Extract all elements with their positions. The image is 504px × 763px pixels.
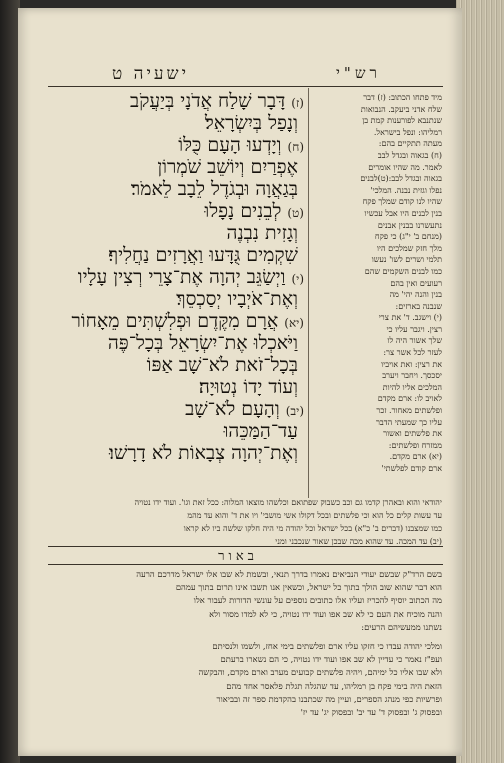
rashi-line: רמליהו: ונפל בישראל. (373, 127, 442, 137)
rashi-line: רצין. ויגבר עליו כי (386, 324, 442, 334)
biur-line: נשתנו ממעשיהם הרעים: (361, 621, 442, 632)
verse-text: לְבֵנִים נָפָלוּ (204, 200, 282, 222)
rashi-line: בנין והנה יהי' מה (389, 290, 442, 300)
verse-text: וְאֶת־אֹיְבָיו יְסַכְסֵךְ׃ (176, 288, 298, 310)
rashi-line: בנין לבנים היו אבל עכשיו (364, 208, 442, 218)
verse-text: וְנָפַל בְּיִשְׂרָאֵל׃ (204, 112, 298, 134)
verse-text: וְהָעָם לֹא־שָׁב (185, 398, 280, 420)
rashi-line: את פלשתים ואשור (383, 429, 442, 439)
verse-column (54, 90, 304, 464)
footnote-line: עד עשות קלים כל הוא וכי פלשתים ובכל דקולו אשי מושבי' ויו את ד' והוא עד מהמ (187, 511, 442, 520)
verse-text: שִׁקְמִים גֻּדָּעוּ וַאֲרָזִים נַחֲלִיף׃ (108, 244, 298, 266)
footnote-block (50, 496, 442, 548)
biur-line: ועפ"ז נאמר כי עדיין לא שב אפו ועוד ידו נטויה, כי הם נשארו ברעתם (220, 654, 442, 665)
verse-text: וְגָזִית נִבְנֶה (226, 222, 298, 244)
verse-line (54, 90, 304, 112)
biur-line: מה הכתוב יוסיף להכריז ועליו אלו כתובים נוספים על עונשי הדורות לעבור אלו (193, 595, 442, 606)
section-rule-top (48, 546, 443, 547)
verse-line (54, 156, 304, 178)
rashi-line: שלח אדני ביעקב. הנבואות (360, 104, 442, 114)
verse-line (54, 222, 304, 244)
verse-line (54, 332, 304, 354)
verse-line (54, 420, 304, 442)
verse-line (54, 376, 304, 398)
rashi-line: ארם קודם לפלשתי' (381, 464, 442, 473)
biur-commentary (50, 568, 442, 719)
biur-line: ופרשיות כפי מנהג הספרים, ועיין מה שכתבנו בהקדמת ספר זה ובביאור (216, 693, 442, 704)
section-rule-bottom (48, 564, 443, 565)
book-chapter-header: ישעיה ט (112, 64, 190, 84)
rashi-line: יסכסך. ויחבר ויערב (382, 371, 442, 381)
rashi-line: את רצין: ואת אויביו (381, 359, 442, 369)
verse-line (54, 442, 304, 464)
book-gutter-shadow (0, 0, 20, 763)
rashi-line: מיד פתחו הכתוב: (ז) דבר (363, 93, 442, 102)
rashi-line: ופלשתים מאחור. זכר (376, 406, 442, 416)
rashi-line: נתעשרנו בבנין אבנים (377, 220, 442, 230)
verse-number: (ח) (287, 140, 304, 154)
verse-text: עַד־הַמַּכֵּהוּ (223, 420, 298, 442)
column-divider (308, 88, 309, 498)
verse-line (54, 288, 304, 310)
verse-line (54, 398, 304, 420)
rashi-line: (יא) ארם מקדם. (389, 452, 442, 462)
book-page (18, 8, 462, 756)
biur-line: ומלכי יהודה עבדו כי חזקו עליו ארם ופלשתים בימי אחז, ולשמו ולנסיתם (212, 640, 442, 651)
rashi-line: לעזר לכל אשר צר: (383, 348, 442, 358)
rashi-line: (י) וישגב. ד' את צרי (378, 313, 442, 323)
verse-line (54, 134, 304, 156)
verse-line (54, 266, 304, 288)
verse-text: בְּגַאֲוָה וּבְגֹדֶל לֵבָב לֵאמֹר׃ (130, 178, 298, 200)
verse-line (54, 310, 304, 332)
verse-number: (יב) (285, 404, 304, 418)
footnote-line: (יב) עד המכה. עד שהוא מכה שבכן שאור שנכבני ומני (275, 537, 442, 546)
biur-line: והנה מוכיח את העם כי לא שב אפו ועוד ידו נטויה, כי לא למדו מסור ולא (209, 608, 442, 619)
page-edges (456, 0, 504, 763)
biur-section-title: באור (218, 549, 258, 564)
footnote-line: יהודאי והוא ובאהרן קדמו גם וכב כשבוק שפתואם וכלשהו מוצאו המלוה: ככל זאת וגו'. ועוד ידו נטויה (134, 498, 442, 507)
rashi-line: שהיו לנו קודם שמלך פקח (362, 197, 442, 207)
verse-line (54, 200, 304, 222)
rashi-line: ממזרח ופלשתים: (388, 440, 442, 450)
verse-number: (י) (291, 272, 304, 286)
verse-text: וְאֶת־יְהוָה צְבָאוֹת לֹא דָרָשׁוּ׃ (109, 442, 298, 464)
rashi-line: לאויב לו: ארם מקדם (377, 394, 442, 404)
verse-text: אֲרָם מִקֶּדֶם וּפְלִשְׁתִּים מֵאָחוֹר (71, 310, 279, 332)
rashi-line: עליו כך שמעתי הדבר (375, 417, 442, 427)
biur-line: ולא שבו אליו כל ימיהם, ויהיה פלשתים קבועים מערב וארם מקדם, והבקשה (198, 667, 442, 678)
verse-text: דָּבָר שָׁלַח אֲדֹנָי בְּיַעֲקֹב (130, 90, 286, 112)
biur-line: ובפסוק ג' ובפסוק ד' עד יב' ובפסוק יג' עד יז' (300, 706, 442, 717)
verse-line (54, 112, 304, 134)
biur-line: בשם הרד"ק שבשם יעודי הנביאים נאמרו בדרך תנאי, ובשמת לא שבו אלו ישראל מדרכם הרעה (136, 569, 442, 579)
rashi-line: מעתה תתקיים בהם: (378, 139, 442, 149)
biur-line: הזאת היה בימי פקח בן רמליהו, עד שהגלה תגלת פלאסר אחד מהם (226, 680, 442, 691)
rashi-line: רעועים ואין בהם (390, 278, 442, 288)
rashi-commentary-column (314, 92, 442, 475)
rashi-line: שלך אשור היה לו (387, 336, 442, 346)
commentary-header: רש"י (336, 64, 381, 82)
verse-text: וְעוֹד יָדוֹ נְטוּיָה׃ (198, 376, 298, 398)
verse-text: וַיֹּאכְלוּ אֶת־יִשְׂרָאֵל בְּכָל־פֶּה (107, 332, 298, 354)
verse-number: (ז) (291, 96, 304, 110)
rashi-line: מלך חזק שמלכים היו (376, 243, 442, 253)
rashi-line: (ח) בגאוה ובגדל לבב (377, 150, 442, 160)
rashi-line: שנתנבא לפורענות קמת בן (362, 116, 442, 126)
header-rule (48, 86, 443, 87)
verse-line (54, 244, 304, 266)
rashi-line: (מנחם ב' י"ג) כי פקח (374, 232, 442, 242)
rashi-line: כמו לבנים השקמים שהם (364, 266, 442, 276)
verse-text: אֶפְרַיִם וְיוֹשֵׁב שֹׁמְרוֹן (157, 156, 298, 178)
verse-number: (ט) (287, 206, 304, 220)
rashi-line: המלכים אליו להיות (382, 382, 442, 392)
rashi-line: בגאוה ובגדל לבב:(ט)לבנים (360, 174, 442, 184)
rashi-line: לאמר. מה שהיו אומרים (368, 162, 442, 172)
verse-line (54, 178, 304, 200)
rashi-line: נפלו וגזית נבנה. המלכי' (370, 185, 442, 195)
biur-line: הוא דבר שהוא שוב הולך בתוך כל ישראל, וכשאין אנו תשבו אינו תרום בתוך עמהם (175, 582, 442, 593)
verse-number: (יא) (284, 316, 304, 330)
rashi-line: תלמי ושרים לשו' נעשו (371, 255, 442, 265)
verse-text: בְּכָל־זֹאת לֹא־שָׁב אַפּוֹ (146, 354, 298, 376)
verse-text: וְיָדְעוּ הָעָם כֻּלּוֹ (178, 134, 282, 156)
verse-line (54, 354, 304, 376)
footnote-line: כמו שמצבנו (דברים ב' כ"א) בכל ישראל וכל יהודה מי היה חלקו שלשה ביו לא קראו (183, 524, 442, 533)
verse-text: וַיְשַׂגֵּב יְהוָה אֶת־צָרֵי רְצִין עָלָיו (77, 266, 286, 288)
rashi-line: שנבנה בארזים: (395, 301, 442, 311)
